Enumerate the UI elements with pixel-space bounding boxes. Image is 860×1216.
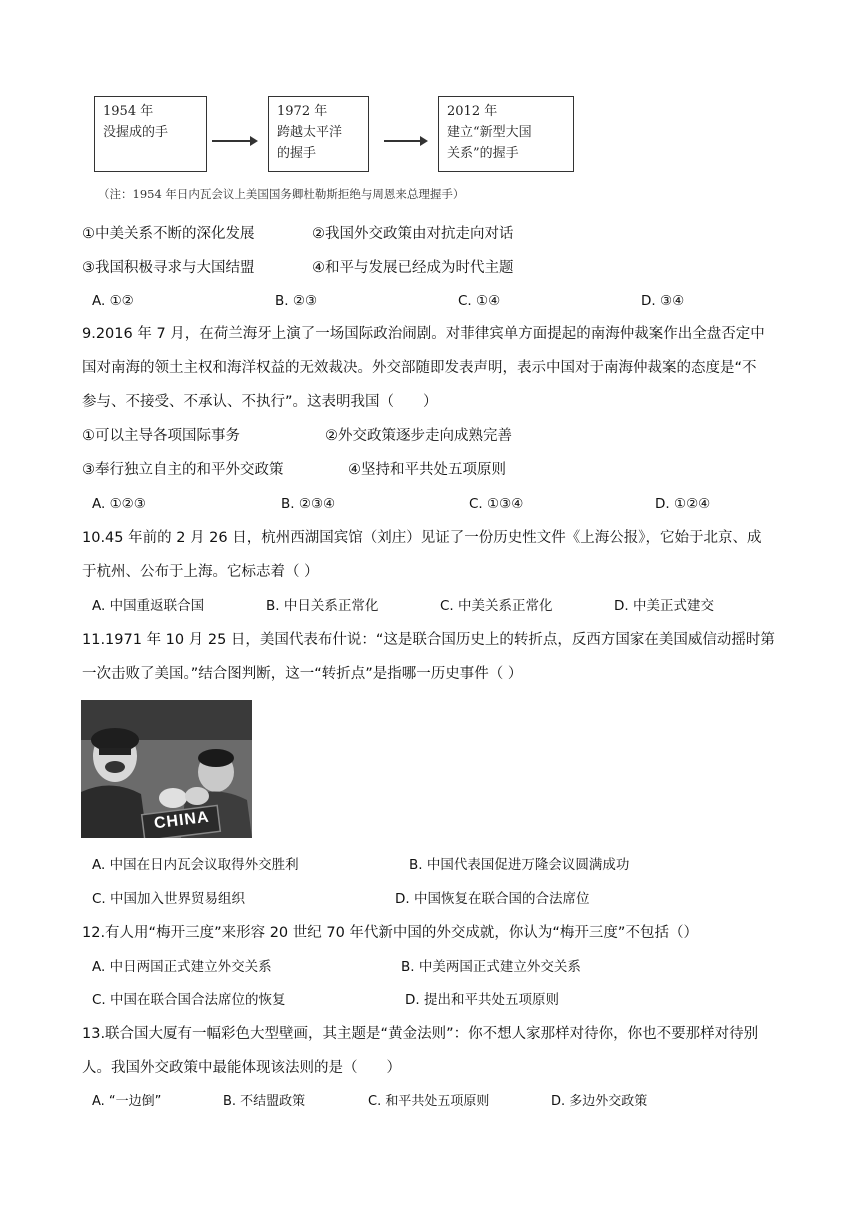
q11-option-b[interactable]: B. 中国代表国促进万隆会议圆满成功 <box>409 857 630 873</box>
q8-option-d[interactable]: D. ③④ <box>641 293 685 309</box>
q11-stem-line-2: 一次击败了美国。”结合图判断，这一“转折点”是指哪一历史事件（ ） <box>82 666 523 682</box>
q13-option-b[interactable]: B. 不结盟政策 <box>223 1094 306 1109</box>
q9-statement-2: ②外交政策逐步走向成熟完善 <box>325 428 512 444</box>
q13-stem-line-2: 人。我国外交政策中最能体现该法则的是（ ） <box>82 1060 401 1076</box>
timeline-box-2012: 2012 年 建立“新型大国 关系”的握手 <box>438 96 574 172</box>
q9-statement-1: ①可以主导各项国际事务 <box>82 428 240 444</box>
un-delegation-photo <box>81 700 252 838</box>
q11-option-c[interactable]: C. 中国加入世界贸易组织 <box>92 891 246 907</box>
q9-statement-4: ④坚持和平共处五项原则 <box>348 462 506 478</box>
q8-statement-4: ④和平与发展已经成为时代主题 <box>312 260 514 276</box>
photo-china-sign: CHINA <box>153 808 211 833</box>
q8-option-c[interactable]: C. ①④ <box>458 293 501 309</box>
q10-option-c[interactable]: C. 中美关系正常化 <box>440 598 553 614</box>
q13-option-c[interactable]: C. 和平共处五项原则 <box>368 1094 490 1109</box>
q12-option-d[interactable]: D. 提出和平共处五项原则 <box>405 992 559 1008</box>
q13-stem-line-1: 13.联合国大厦有一幅彩色大型壁画，其主题是“黄金法则”：你不想人家那样对待你，你也不要那样对待别 <box>82 1026 759 1042</box>
timeline-box-1954: 1954 年 没握成的手 <box>94 96 207 172</box>
arrow-icon <box>212 140 256 142</box>
timeline-box-1972: 1972 年 跨越太平洋 的握手 <box>268 96 369 172</box>
q10-stem-line-1: 10.45 年前的 2 月 26 日，杭州西湖国宾馆（刘庄）见证了一份历史性文件《上海公报》，它始于北京、成 <box>82 530 762 546</box>
q9-stem-line-1: 9.2016 年 7 月，在荷兰海牙上演了一场国际政治闹剧。对菲律宾单方面提起的南海仲裁案作出全盘否定中 <box>82 326 765 342</box>
q8-option-a[interactable]: A. ①② <box>92 293 134 309</box>
q8-statement-3: ③我国积极寻求与大国结盟 <box>82 260 255 276</box>
q9-stem-line-3: 参与、不接受、不承认、不执行”。这表明我国（ ） <box>82 394 438 410</box>
q10-option-d[interactable]: D. 中美正式建交 <box>614 598 714 614</box>
diagram-note: （注：1954 年日内瓦会议上美国国务卿杜勒斯拒绝与周恩来总理握手） <box>98 187 465 201</box>
q8-statement-1: ①中美关系不断的深化发展 <box>82 226 255 242</box>
q11-option-a[interactable]: A. 中国在日内瓦会议取得外交胜利 <box>92 857 299 873</box>
q8-statement-2: ②我国外交政策由对抗走向对话 <box>312 226 514 242</box>
q9-statement-3: ③奉行独立自主的和平外交政策 <box>82 462 284 478</box>
q12-stem-line-1: 12.有人用“梅开三度”来形容 20 世纪 70 年代新中国的外交成就，你认为“梅开三度”不包括（） <box>82 925 698 941</box>
q9-option-c[interactable]: C. ①③④ <box>469 496 524 512</box>
q10-option-b[interactable]: B. 中日关系正常化 <box>266 598 379 614</box>
q11-option-d[interactable]: D. 中国恢复在联合国的合法席位 <box>395 891 590 907</box>
q9-stem-line-2: 国对南海的领土主权和海洋权益的无效裁决。外交部随即发表声明，表示中国对于南海仲裁案的态度是“不 <box>82 360 757 376</box>
q11-stem-line-1: 11.1971 年 10 月 25 日，美国代表布什说：“这是联合国历史上的转折点，反西方国家在美国威信动摇时第 <box>82 632 775 648</box>
q12-option-c[interactable]: C. 中国在联合国合法席位的恢复 <box>92 992 286 1008</box>
q10-stem-line-2: 于杭州、公布于上海。它标志着（ ） <box>82 564 319 580</box>
q8-option-b[interactable]: B. ②③ <box>275 293 318 309</box>
q13-option-a[interactable]: A. “一边倒” <box>92 1094 162 1109</box>
q9-option-b[interactable]: B. ②③④ <box>281 496 336 512</box>
q9-option-a[interactable]: A. ①②③ <box>92 496 146 512</box>
arrow-icon <box>384 140 426 142</box>
q13-option-d[interactable]: D. 多边外交政策 <box>551 1094 648 1109</box>
q12-option-a[interactable]: A. 中日两国正式建立外交关系 <box>92 959 272 975</box>
q9-option-d[interactable]: D. ①②④ <box>655 496 711 512</box>
q10-option-a[interactable]: A. 中国重返联合国 <box>92 598 205 614</box>
q12-option-b[interactable]: B. 中美两国正式建立外交关系 <box>401 959 581 975</box>
